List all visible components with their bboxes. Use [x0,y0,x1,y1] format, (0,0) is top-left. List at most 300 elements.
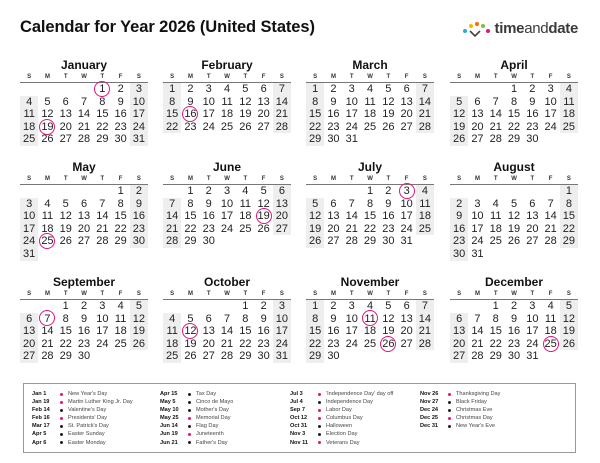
day-cell[interactable]: 9 [330,312,337,325]
day-cell[interactable]: 14 [489,108,502,121]
day-cell[interactable]: 23 [507,337,521,350]
day-cell[interactable]: 17 [345,108,358,121]
day-cell[interactable]: 16 [114,108,127,121]
day-cell[interactable]: 8 [306,313,324,326]
day-cell[interactable]: 20 [20,338,38,351]
day-cell[interactable]: 19 [507,222,521,235]
day-cell[interactable]: 24 [400,222,413,235]
day-cell[interactable]: 23 [202,222,215,235]
day-cell[interactable]: 13 [471,108,484,121]
day-cell[interactable]: 14 [163,210,181,223]
day-cell[interactable]: 28 [544,235,557,248]
day-cell[interactable]: 21 [345,222,358,235]
day-cell[interactable]: 26 [450,133,468,146]
day-cell[interactable]: 11 [163,325,181,338]
day-cell[interactable]: 24 [130,121,148,134]
day-cell[interactable]: 18 [363,325,377,338]
day-cell[interactable]: 3 [99,300,106,312]
day-cell[interactable]: 17 [526,325,539,338]
day-cell[interactable]: 24 [202,120,215,133]
day-cell[interactable]: 8 [163,96,181,109]
day-cell[interactable]: 20 [327,222,340,235]
day-cell[interactable]: 28 [416,121,434,134]
day-cell[interactable]: 8 [117,197,124,210]
day-cell[interactable]: 30 [382,235,395,248]
day-cell[interactable]: 4 [416,185,434,198]
day-cell[interactable]: 24 [96,337,109,350]
day-cell[interactable]: 9 [187,95,194,108]
day-cell[interactable]: 5 [306,198,324,211]
day-cell[interactable]: 5 [510,197,518,210]
day-cell[interactable]: 27 [273,223,291,236]
day-cell[interactable]: 16 [327,108,340,121]
day-cell[interactable]: 30 [257,350,270,363]
day-cell[interactable]: 15 [114,210,127,223]
day-cell[interactable]: 14 [416,96,434,109]
day-cell[interactable]: 12 [41,108,54,121]
day-cell[interactable]: 18 [489,222,502,235]
day-cell[interactable]: 29 [114,235,127,248]
day-cell[interactable]: 20 [450,338,468,351]
day-cell[interactable]: 14 [544,210,557,223]
day-cell[interactable]: 29 [306,133,324,146]
day-cell[interactable]: 10 [96,312,109,325]
holiday-day-cell[interactable]: 7 [38,313,56,326]
day-cell[interactable]: 15 [306,108,324,121]
day-cell[interactable]: 11 [20,108,38,121]
day-cell[interactable]: 13 [327,210,340,223]
day-cell[interactable]: 3 [20,198,38,211]
day-cell[interactable]: 4 [117,300,124,312]
day-cell[interactable]: 17 [130,108,148,121]
day-cell[interactable]: 4 [560,83,578,96]
day-cell[interactable]: 24 [544,120,557,133]
day-cell[interactable]: 1 [306,83,324,96]
day-cell[interactable]: 4 [44,197,51,210]
day-cell[interactable]: 6 [403,83,410,95]
day-cell[interactable]: 9 [385,197,392,210]
day-cell[interactable]: 19 [306,223,324,236]
day-cell[interactable]: 25 [416,223,434,236]
day-cell[interactable]: 27 [471,133,484,146]
day-cell[interactable]: 13 [257,95,270,108]
day-cell[interactable]: 2 [205,185,212,197]
day-cell[interactable]: 15 [59,325,72,338]
day-cell[interactable]: 21 [416,325,434,338]
day-cell[interactable]: 18 [163,338,181,351]
day-cell[interactable]: 2 [529,83,536,95]
day-cell[interactable]: 10 [273,313,291,326]
day-cell[interactable]: 9 [130,198,148,211]
holiday-day-cell[interactable]: 11 [361,313,379,326]
day-cell[interactable]: 4 [366,300,374,312]
day-cell[interactable]: 6 [403,300,410,312]
day-cell[interactable]: 7 [474,312,481,325]
day-cell[interactable]: 3 [474,197,481,210]
day-cell[interactable]: 22 [114,222,127,235]
day-cell[interactable]: 13 [450,325,468,338]
day-cell[interactable]: 11 [239,197,252,210]
day-cell[interactable]: 23 [382,222,395,235]
day-cell[interactable]: 4 [163,313,181,326]
day-cell[interactable]: 22 [239,337,252,350]
day-cell[interactable]: 15 [239,325,252,338]
day-cell[interactable]: 28 [163,235,181,248]
day-cell[interactable]: 1 [117,185,124,197]
day-cell[interactable]: 21 [416,108,434,121]
day-cell[interactable]: 18 [363,108,377,121]
day-cell[interactable]: 6 [529,197,536,210]
day-cell[interactable]: 9 [330,95,337,108]
day-cell[interactable]: 18 [114,325,127,338]
day-cell[interactable]: 26 [239,120,252,133]
day-cell[interactable]: 1 [366,185,374,197]
day-cell[interactable]: 10 [400,197,413,210]
day-cell[interactable]: 11 [544,312,557,325]
day-cell[interactable]: 13 [59,108,72,121]
day-cell[interactable]: 2 [187,83,194,95]
day-cell[interactable]: 6 [205,312,212,325]
day-cell[interactable]: 17 [400,210,413,223]
day-cell[interactable]: 5 [44,95,51,108]
day-cell[interactable]: 15 [96,108,109,121]
day-cell[interactable]: 13 [400,95,413,108]
day-cell[interactable]: 25 [363,120,377,133]
day-cell[interactable]: 20 [400,108,413,121]
day-cell[interactable]: 18 [239,210,252,223]
day-cell[interactable]: 1 [62,300,69,312]
day-cell[interactable]: 20 [471,120,484,133]
day-cell[interactable]: 7 [273,83,291,96]
day-cell[interactable]: 23 [130,223,148,236]
day-cell[interactable]: 17 [544,108,557,121]
day-cell[interactable]: 9 [80,312,88,325]
day-cell[interactable]: 26 [59,235,72,248]
day-cell[interactable]: 16 [130,210,148,223]
day-cell[interactable]: 31 [345,133,358,146]
day-cell[interactable]: 31 [130,133,148,146]
day-cell[interactable]: 1 [560,185,578,198]
day-cell[interactable]: 16 [77,325,91,338]
day-cell[interactable]: 5 [450,96,468,109]
day-cell[interactable]: 6 [474,95,481,108]
day-cell[interactable]: 22 [163,121,181,134]
day-cell[interactable]: 14 [96,210,109,223]
day-cell[interactable]: 30 [327,133,340,146]
day-cell[interactable]: 21 [41,337,54,350]
day-cell[interactable]: 1 [492,300,499,312]
day-cell[interactable]: 23 [526,120,539,133]
day-cell[interactable]: 23 [327,337,340,350]
day-cell[interactable]: 3 [223,185,231,197]
day-cell[interactable]: 28 [489,133,502,146]
day-cell[interactable]: 9 [117,95,124,108]
day-cell[interactable]: 26 [382,120,395,133]
day-cell[interactable]: 9 [510,312,518,325]
day-cell[interactable]: 17 [20,223,38,236]
day-cell[interactable]: 18 [220,108,234,121]
day-cell[interactable]: 12 [130,313,148,326]
day-cell[interactable]: 10 [526,312,539,325]
day-cell[interactable]: 10 [345,95,358,108]
day-cell[interactable]: 31 [526,350,539,363]
day-cell[interactable]: 26 [41,133,54,146]
day-cell[interactable]: 5 [385,300,392,312]
day-cell[interactable]: 20 [257,108,270,121]
day-cell[interactable]: 24 [273,338,291,351]
day-cell[interactable]: 26 [306,235,324,248]
day-cell[interactable]: 22 [96,120,109,133]
day-cell[interactable]: 27 [257,120,270,133]
day-cell[interactable]: 30 [77,350,91,363]
day-cell[interactable]: 7 [547,197,554,210]
day-cell[interactable]: 7 [99,197,106,210]
day-cell[interactable]: 6 [260,83,267,95]
holiday-day-cell[interactable]: 25 [541,338,559,351]
day-cell[interactable]: 23 [450,235,468,248]
day-cell[interactable]: 19 [239,108,252,121]
day-cell[interactable]: 14 [416,313,434,326]
day-cell[interactable]: 10 [345,312,358,325]
day-cell[interactable]: 29 [363,235,377,248]
day-cell[interactable]: 6 [62,95,69,108]
day-cell[interactable]: 7 [223,312,231,325]
day-cell[interactable]: 3 [348,83,355,95]
day-cell[interactable]: 12 [257,197,270,210]
day-cell[interactable]: 16 [450,223,468,236]
day-cell[interactable]: 22 [184,222,197,235]
day-cell[interactable]: 21 [163,223,181,236]
day-cell[interactable]: 17 [273,325,291,338]
day-cell[interactable]: 24 [526,337,539,350]
day-cell[interactable]: 21 [77,120,91,133]
day-cell[interactable]: 4 [20,96,38,109]
day-cell[interactable]: 7 [492,95,499,108]
day-cell[interactable]: 28 [273,121,291,134]
day-cell[interactable]: 28 [471,350,484,363]
day-cell[interactable]: 15 [363,210,377,223]
day-cell[interactable]: 14 [41,325,54,338]
day-cell[interactable]: 11 [221,95,233,108]
day-cell[interactable]: 12 [560,313,578,326]
day-cell[interactable]: 8 [99,95,106,108]
day-cell[interactable]: 27 [20,350,38,363]
day-cell[interactable]: 28 [41,350,54,363]
day-cell[interactable]: 21 [544,222,557,235]
day-cell[interactable]: 16 [202,210,215,223]
day-cell[interactable]: 16 [327,325,340,338]
day-cell[interactable]: 15 [163,108,181,121]
day-cell[interactable]: 25 [489,235,502,248]
day-cell[interactable]: 12 [239,95,252,108]
day-cell[interactable]: 24 [345,337,358,350]
day-cell[interactable]: 22 [507,120,521,133]
day-cell[interactable]: 9 [260,312,267,325]
day-cell[interactable]: 16 [382,210,395,223]
day-cell[interactable]: 20 [526,222,539,235]
day-cell[interactable]: 2 [330,300,337,312]
day-cell[interactable]: 11 [560,96,578,109]
day-cell[interactable]: 21 [96,222,109,235]
day-cell[interactable]: 9 [205,197,212,210]
day-cell[interactable]: 8 [560,198,578,211]
day-cell[interactable]: 18 [41,222,54,235]
day-cell[interactable]: 12 [59,210,72,223]
day-cell[interactable]: 6 [273,185,291,198]
day-cell[interactable]: 9 [450,210,468,223]
day-cell[interactable]: 2 [117,83,124,95]
day-cell[interactable]: 3 [205,83,212,95]
day-cell[interactable]: 25 [114,337,127,350]
day-cell[interactable]: 20 [202,337,215,350]
day-cell[interactable]: 29 [239,350,252,363]
day-cell[interactable]: 25 [560,121,578,134]
day-cell[interactable]: 8 [306,96,324,109]
day-cell[interactable]: 17 [220,210,234,223]
day-cell[interactable]: 23 [114,120,127,133]
day-cell[interactable]: 6 [80,197,88,210]
day-cell[interactable]: 8 [187,197,194,210]
day-cell[interactable]: 23 [257,337,270,350]
day-cell[interactable]: 29 [184,235,197,248]
day-cell[interactable]: 25 [239,222,252,235]
day-cell[interactable]: 3 [130,83,148,96]
day-cell[interactable]: 3 [529,300,536,312]
day-cell[interactable]: 15 [507,108,521,121]
day-cell[interactable]: 15 [184,210,197,223]
day-cell[interactable]: 10 [130,96,148,109]
day-cell[interactable]: 2 [80,300,88,312]
holiday-day-cell[interactable]: 19 [254,210,272,223]
day-cell[interactable]: 3 [348,300,355,312]
day-cell[interactable]: 19 [450,121,468,134]
day-cell[interactable]: 24 [220,222,234,235]
day-cell[interactable]: 5 [242,83,249,95]
day-cell[interactable]: 16 [526,108,539,121]
day-cell[interactable]: 21 [489,120,502,133]
day-cell[interactable]: 7 [416,300,434,313]
day-cell[interactable]: 17 [471,222,484,235]
day-cell[interactable]: 19 [382,108,395,121]
day-cell[interactable]: 19 [130,325,148,338]
day-cell[interactable]: 1 [510,83,518,95]
day-cell[interactable]: 21 [471,337,484,350]
day-cell[interactable]: 4 [492,197,499,210]
day-cell[interactable]: 29 [507,133,521,146]
day-cell[interactable]: 12 [306,210,324,223]
day-cell[interactable]: 28 [96,235,109,248]
day-cell[interactable]: 2 [130,185,148,198]
day-cell[interactable]: 26 [130,338,148,351]
day-cell[interactable]: 27 [400,120,413,133]
day-cell[interactable]: 27 [202,350,215,363]
holiday-day-cell[interactable]: 3 [397,185,415,198]
day-cell[interactable]: 1 [306,300,324,313]
day-cell[interactable]: 28 [345,235,358,248]
day-cell[interactable]: 30 [450,248,468,261]
day-cell[interactable]: 26 [257,222,270,235]
holiday-day-cell[interactable]: 25 [38,235,56,248]
day-cell[interactable]: 14 [77,108,91,121]
day-cell[interactable]: 30 [114,133,127,146]
day-cell[interactable]: 20 [77,222,91,235]
day-cell[interactable]: 5 [187,312,194,325]
day-cell[interactable]: 27 [59,133,72,146]
day-cell[interactable]: 18 [544,325,557,338]
day-cell[interactable]: 5 [62,197,69,210]
day-cell[interactable]: 5 [385,83,392,95]
day-cell[interactable]: 13 [202,325,215,338]
day-cell[interactable]: 30 [202,235,215,248]
day-cell[interactable]: 27 [450,350,468,363]
day-cell[interactable]: 7 [416,83,434,96]
day-cell[interactable]: 24 [20,235,38,248]
day-cell[interactable]: 14 [345,210,358,223]
day-cell[interactable]: 17 [96,325,109,338]
day-cell[interactable]: 18 [560,108,578,121]
day-cell[interactable]: 2 [330,83,337,95]
day-cell[interactable]: 14 [273,96,291,109]
day-cell[interactable]: 27 [400,337,413,350]
day-cell[interactable]: 4 [242,185,249,197]
day-cell[interactable]: 5 [260,185,267,197]
day-cell[interactable]: 23 [327,120,340,133]
day-cell[interactable]: 7 [163,198,181,211]
day-cell[interactable]: 11 [41,210,54,223]
day-cell[interactable]: 29 [306,350,324,363]
day-cell[interactable]: 28 [416,338,434,351]
day-cell[interactable]: 10 [20,210,38,223]
day-cell[interactable]: 31 [20,248,38,261]
day-cell[interactable]: 25 [163,350,181,363]
day-cell[interactable]: 16 [507,325,521,338]
day-cell[interactable]: 28 [220,350,234,363]
day-cell[interactable]: 30 [327,350,340,363]
day-cell[interactable]: 27 [526,235,539,248]
holiday-day-cell[interactable]: 1 [93,83,111,96]
day-cell[interactable]: 8 [242,312,249,325]
day-cell[interactable]: 31 [400,235,413,248]
holiday-day-cell[interactable]: 19 [38,121,56,134]
day-cell[interactable]: 11 [364,95,376,108]
day-cell[interactable]: 13 [20,325,38,338]
day-cell[interactable]: 16 [257,325,270,338]
day-cell[interactable]: 8 [366,197,374,210]
day-cell[interactable]: 30 [507,350,521,363]
day-cell[interactable]: 21 [220,337,234,350]
day-cell[interactable]: 25 [363,337,377,350]
day-cell[interactable]: 2 [510,300,518,312]
day-cell[interactable]: 31 [471,247,484,260]
day-cell[interactable]: 15 [306,325,324,338]
day-cell[interactable]: 12 [382,312,395,325]
day-cell[interactable]: 11 [114,312,127,325]
day-cell[interactable]: 10 [220,197,234,210]
holiday-day-cell[interactable]: 16 [181,108,199,121]
day-cell[interactable]: 3 [273,300,291,313]
day-cell[interactable]: 14 [471,325,484,338]
day-cell[interactable]: 31 [273,350,291,363]
day-cell[interactable]: 4 [223,83,231,95]
day-cell[interactable]: 30 [130,235,148,248]
day-cell[interactable]: 13 [77,210,91,223]
day-cell[interactable]: 15 [560,210,578,223]
day-cell[interactable]: 19 [184,337,197,350]
day-cell[interactable]: 29 [59,350,72,363]
day-cell[interactable]: 11 [490,210,502,223]
day-cell[interactable]: 5 [130,300,148,313]
day-cell[interactable]: 14 [220,325,234,338]
